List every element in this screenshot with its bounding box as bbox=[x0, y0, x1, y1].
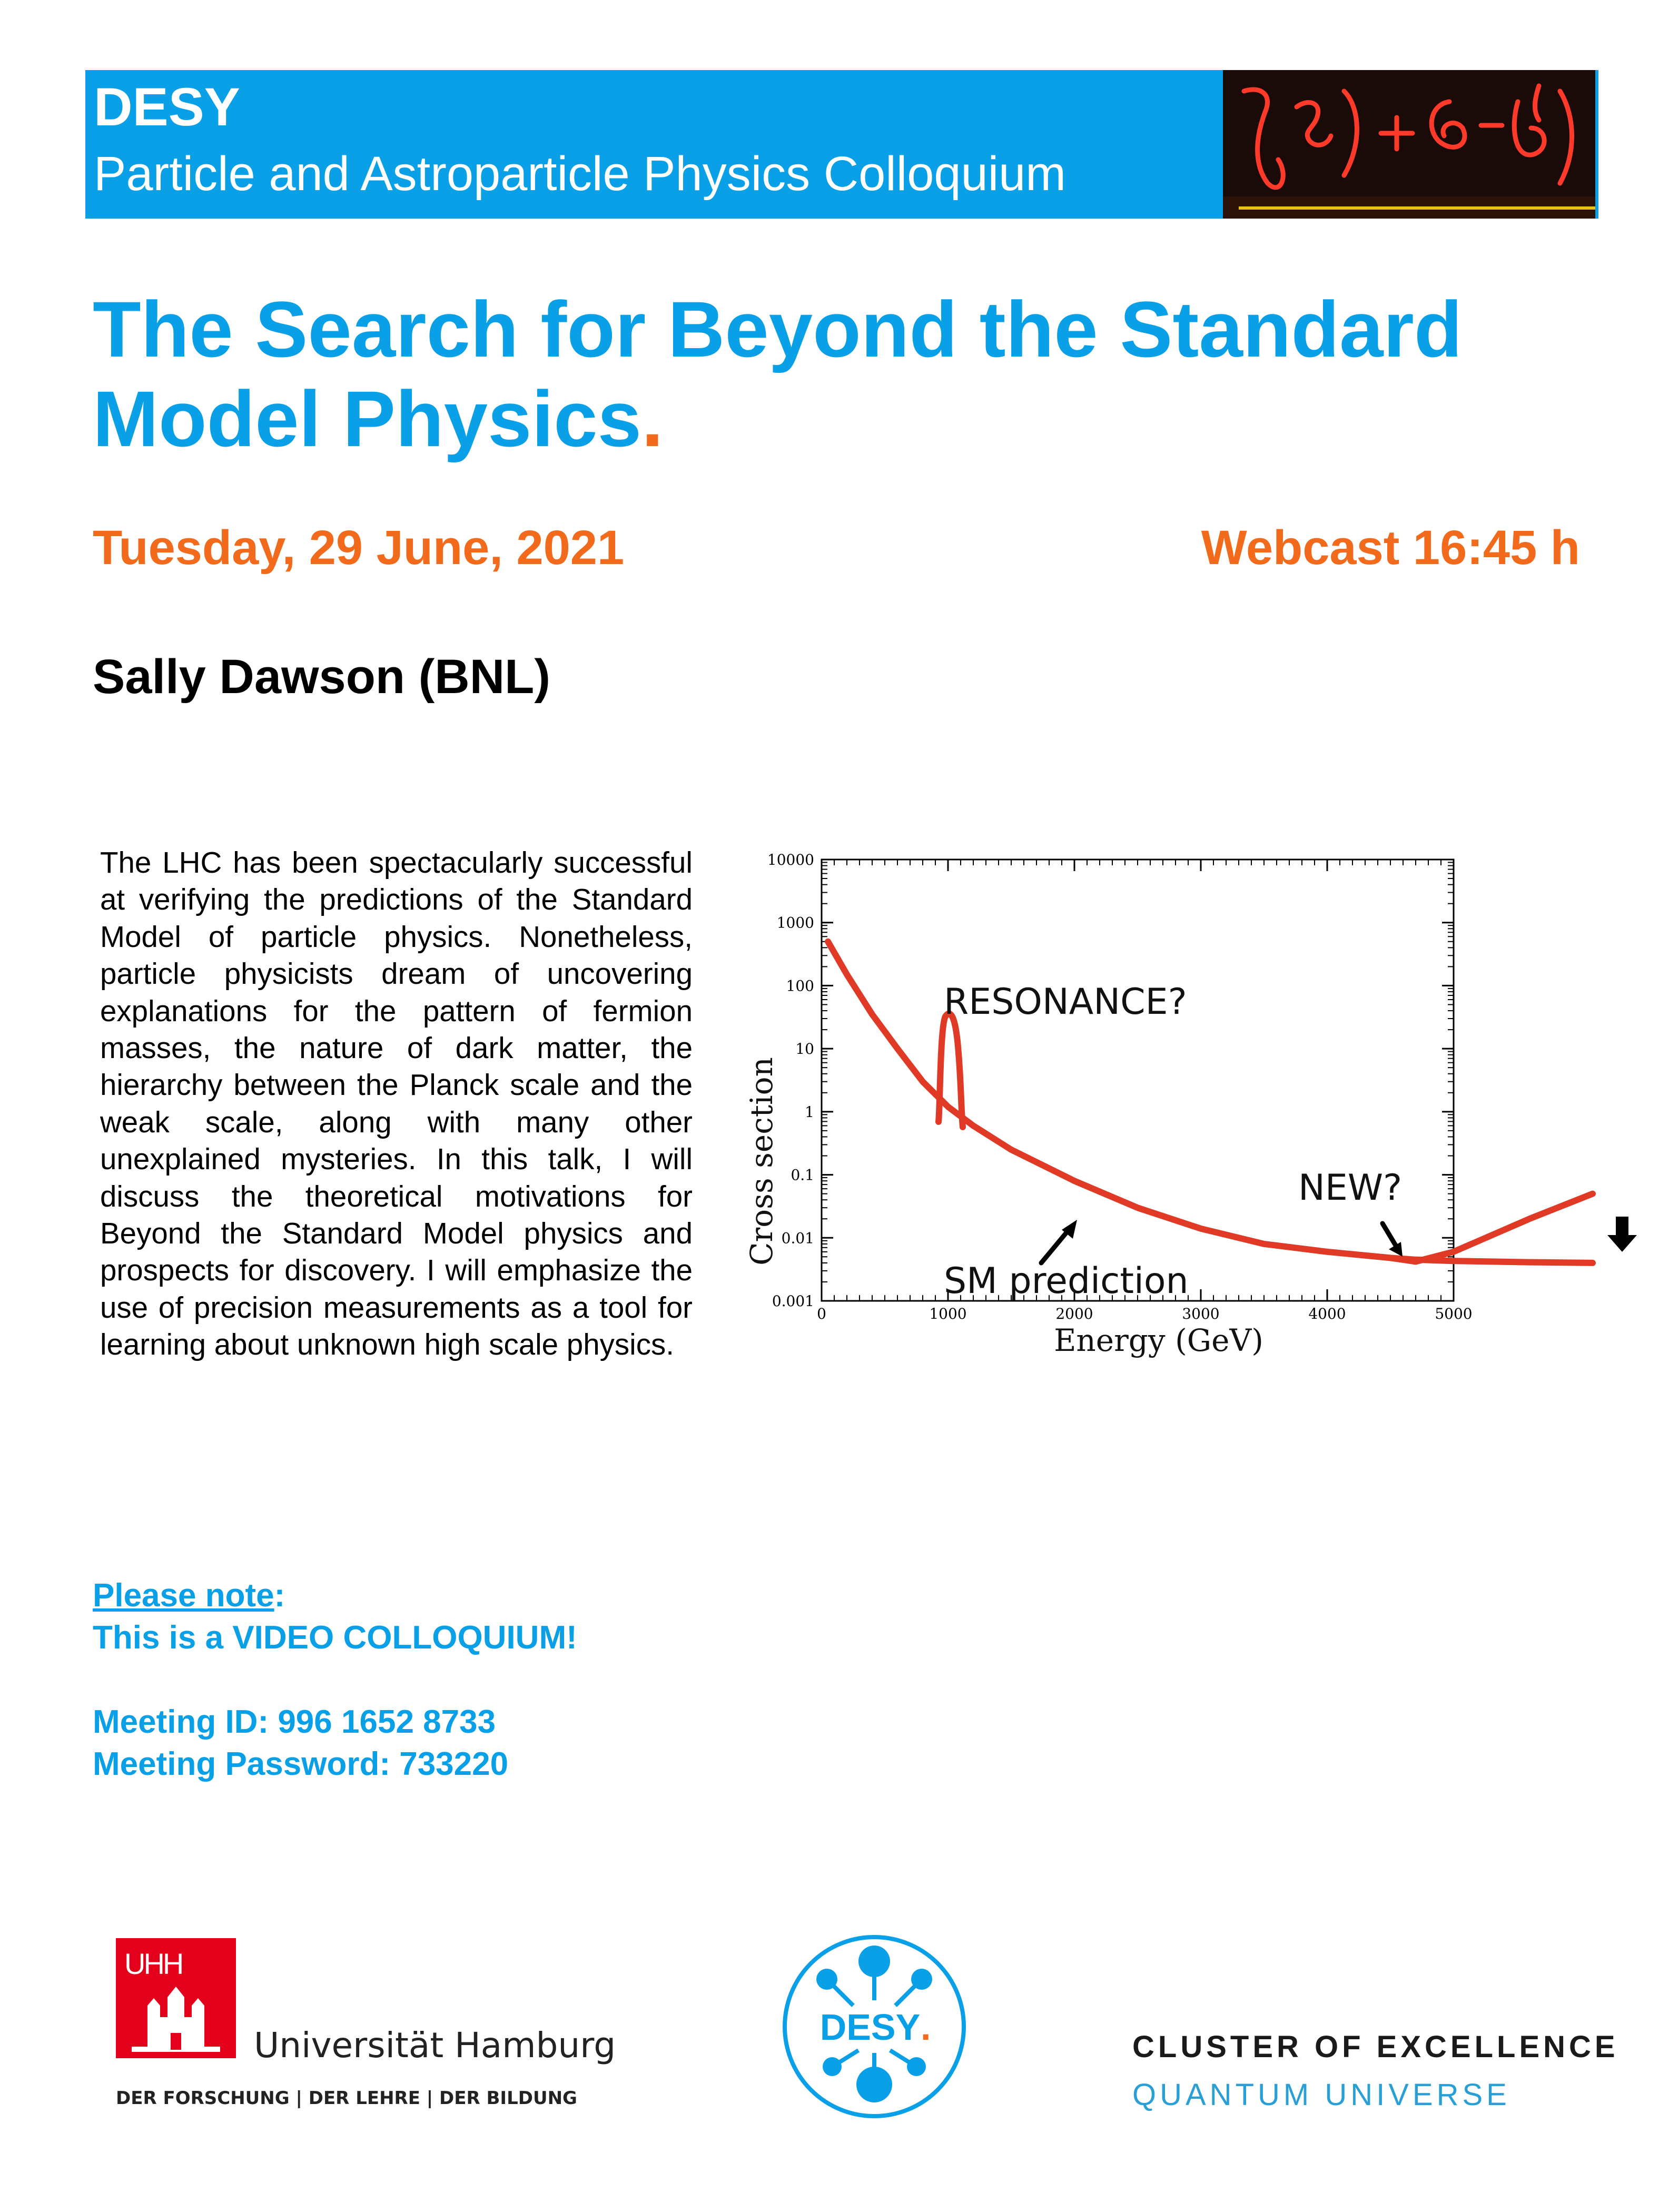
title-accent-dot: . bbox=[641, 374, 664, 463]
note-label: Please note bbox=[93, 1577, 274, 1614]
desy-mark: DESY bbox=[819, 2007, 921, 2048]
y-axis-label: Cross section bbox=[744, 1057, 779, 1266]
y-tick-label: 100 bbox=[786, 977, 814, 995]
plot-frame bbox=[822, 860, 1454, 1301]
y-tick-label: 10000 bbox=[767, 851, 814, 868]
note-video-line: This is a VIDEO COLLOQUIUM! bbox=[93, 1619, 577, 1656]
y-tick-label: 1 bbox=[805, 1103, 814, 1121]
note-block bbox=[93, 1575, 577, 1785]
abstract-text: The LHC has been spectacularly successful at verifying the predictions of the Standard Model of particle physics. Nonetheless, particle physicists dream of uncovering explanations for the pattern of fermion masses, the nature of dark matter, the hierarchy between the Planck scale and the weak scale, along with many other unexplained mysteries. In this talk, I will discuss the theoretical motivations for Beyond the Standard Model physics and prospects for discovery. I will emphasize the use of precision measurements as a tool for learning about unknown high scale physics. bbox=[100, 846, 693, 1361]
new-arrow bbox=[1382, 1223, 1397, 1247]
talk-title-text: The Search for Beyond the Standard Model Physics bbox=[93, 285, 1463, 463]
x-axis-label: Energy (GeV) bbox=[1054, 1322, 1263, 1358]
sm-prediction-curve bbox=[828, 942, 1593, 1263]
note-colon: : bbox=[274, 1577, 285, 1614]
new-physics-curve bbox=[1390, 1194, 1593, 1262]
banner-edge bbox=[1595, 70, 1598, 219]
speaker-name: Sally Dawson (BNL) bbox=[93, 650, 551, 704]
event-time: Webcast 16:45 h bbox=[1201, 521, 1580, 575]
desy-dot: . bbox=[921, 2007, 931, 2048]
x-tick-label: 0 bbox=[817, 1305, 826, 1322]
x-tick-label: 4000 bbox=[1308, 1305, 1346, 1322]
cross-section-chart bbox=[727, 843, 1654, 1369]
meeting-password: Meeting Password: 733220 bbox=[93, 1746, 509, 1782]
y-tick-label: 0.1 bbox=[791, 1166, 814, 1184]
y-tick-label: 0.001 bbox=[772, 1292, 814, 1310]
sm-arrow bbox=[1041, 1229, 1070, 1263]
note-spacer bbox=[93, 1659, 577, 1701]
down-arrow-icon bbox=[1607, 1217, 1637, 1252]
banner-org-name: DESY bbox=[94, 77, 240, 137]
x-tick-label: 2000 bbox=[1055, 1305, 1093, 1322]
uni-hamburg-logo bbox=[116, 1938, 643, 2112]
talk-title bbox=[93, 284, 1599, 463]
x-tick-label: 5000 bbox=[1435, 1305, 1473, 1322]
meeting-id: Meeting ID: 996 1652 8733 bbox=[93, 1704, 496, 1740]
note-heading bbox=[93, 1575, 577, 1617]
x-tick-label: 3000 bbox=[1182, 1305, 1220, 1322]
event-date: Tuesday, 29 June, 2021 bbox=[93, 521, 625, 575]
uhh-tagline: DER FORSCHUNG | DER LEHRE | DER BILDUNG bbox=[116, 2088, 577, 2109]
desy-logo bbox=[779, 1932, 969, 2121]
sm-label: SM prediction bbox=[944, 1260, 1189, 1302]
y-tick-label: 0.01 bbox=[781, 1229, 814, 1247]
uhh-name: Universität Hamburg bbox=[254, 2025, 616, 2066]
new-label: NEW? bbox=[1298, 1167, 1403, 1209]
cluster-subtitle: QUANTUM UNIVERSE bbox=[1132, 2078, 1510, 2112]
y-tick-label: 1000 bbox=[776, 914, 814, 932]
y-tick-label: 10 bbox=[795, 1040, 814, 1058]
neon-formula-photo bbox=[1223, 70, 1595, 219]
cluster-title: CLUSTER OF EXCELLENCE bbox=[1132, 2030, 1619, 2064]
banner-subtitle: Particle and Astroparticle Physics Colloquium bbox=[94, 147, 1066, 201]
resonance-label: RESONANCE? bbox=[944, 981, 1187, 1023]
uhh-mark: UHH bbox=[124, 1947, 182, 1980]
x-tick-label: 1000 bbox=[929, 1305, 967, 1322]
